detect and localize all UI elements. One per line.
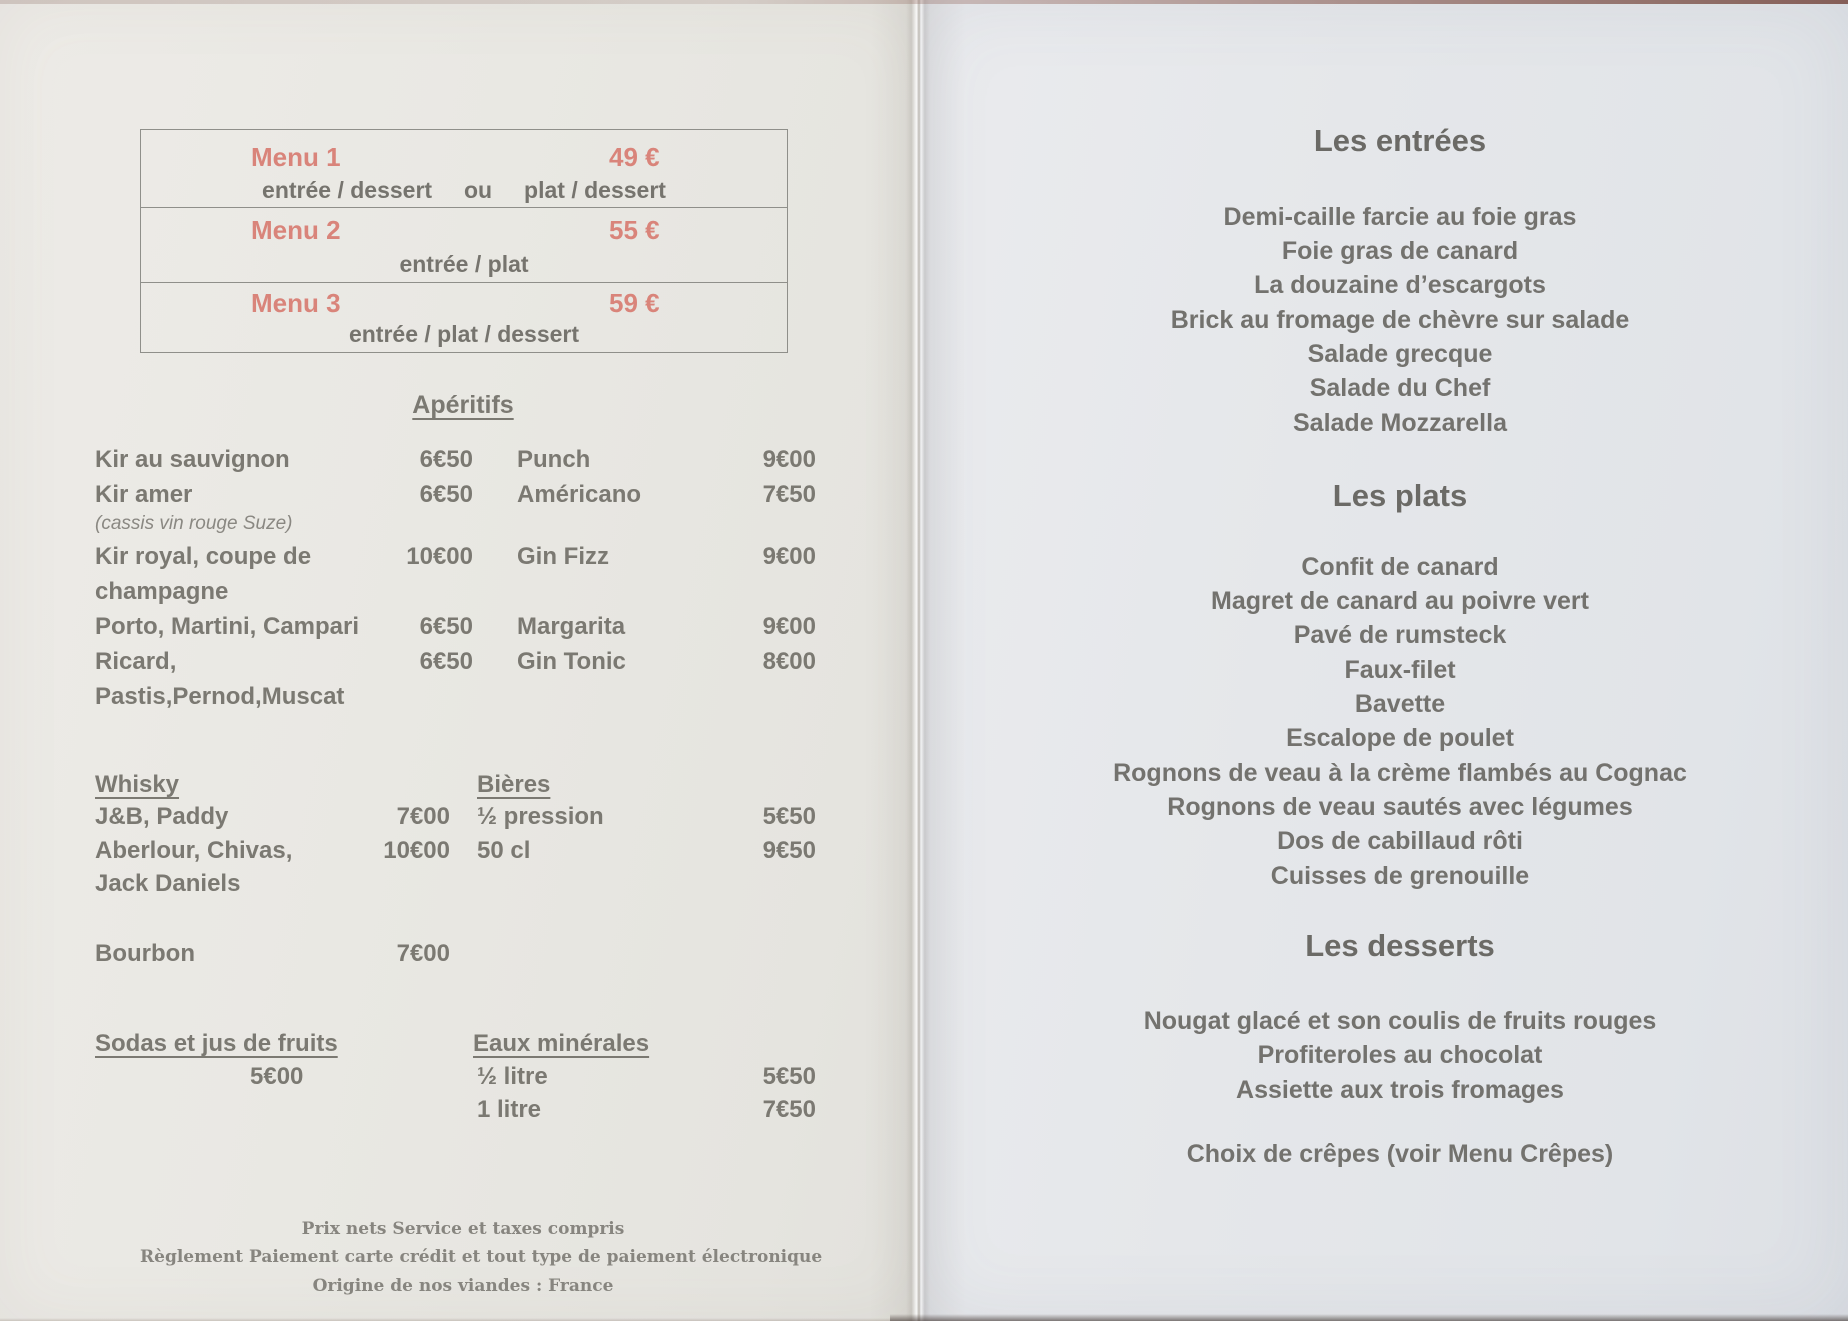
item-name: Aberlour, Chivas, bbox=[95, 837, 293, 864]
dish-item: Confit de canard bbox=[1301, 553, 1499, 581]
dish-item: Demi-caille farcie au foie gras bbox=[1223, 203, 1577, 231]
dish-item: Brick au fromage de chèvre sur salade bbox=[1170, 306, 1630, 334]
item-name: Kir royal, coupe de bbox=[95, 543, 312, 570]
menu-composition: entrée / plat / dessert bbox=[348, 321, 580, 347]
price-row bbox=[0, 648, 920, 680]
dish-item: Salade grecque bbox=[1307, 340, 1493, 368]
menu-price: 59 € bbox=[609, 288, 660, 318]
item-price: 9€00 bbox=[762, 543, 816, 570]
dish-item: Foie gras de canard bbox=[1281, 237, 1519, 265]
item-price: 6€50 bbox=[419, 613, 473, 640]
item-name: Bourbon bbox=[95, 940, 195, 967]
dish-item: Escalope de poulet bbox=[1286, 724, 1514, 752]
footer-note: Prix nets Service et taxes compris bbox=[301, 1219, 625, 1239]
price-row bbox=[0, 481, 920, 513]
item-note: (cassis vin rouge Suze) bbox=[95, 513, 293, 534]
item-price: 6€50 bbox=[419, 648, 473, 675]
item-name: Pastis,Pernod,Muscat bbox=[95, 683, 345, 710]
dish-item: Rognons de veau sautés avec légumes bbox=[1167, 793, 1633, 821]
item-name: Kir au sauvignon bbox=[95, 446, 290, 473]
item-name: Américano bbox=[517, 481, 642, 508]
item-name: Kir amer bbox=[95, 481, 193, 508]
item-price: 5€00 bbox=[250, 1063, 304, 1090]
price-row bbox=[0, 683, 920, 715]
item-name: Gin Tonic bbox=[517, 648, 626, 675]
item-price: 7€50 bbox=[762, 1096, 816, 1123]
dish-item: Assiette aux trois fromages bbox=[1236, 1076, 1564, 1104]
item-price: 8€00 bbox=[762, 648, 816, 675]
item-price: 5€50 bbox=[762, 803, 816, 830]
item-name: ½ litre bbox=[477, 1063, 548, 1090]
dish-item: Bavette bbox=[1354, 690, 1446, 718]
dish-item: Magret de canard au poivre vert bbox=[1211, 587, 1589, 615]
section-heading-sodas: Sodas et jus de fruits bbox=[95, 1030, 338, 1057]
item-name: Margarita bbox=[517, 613, 626, 640]
item-name: Jack Daniels bbox=[95, 870, 241, 897]
menu-formulas-table bbox=[140, 129, 788, 353]
footer-note: Règlement Paiement carte crédit et tout type de paiement électronique bbox=[140, 1247, 823, 1267]
item-price: 9€00 bbox=[762, 613, 816, 640]
item-name: Ricard, bbox=[95, 648, 177, 675]
price-row bbox=[0, 870, 920, 902]
price-row-note bbox=[0, 513, 920, 545]
dish-item: Dos de cabillaud rôti bbox=[1277, 827, 1523, 855]
page-bottom-edge bbox=[890, 1314, 1848, 1321]
menu-composition: entrée / plat bbox=[399, 251, 529, 277]
section-heading-desserts: Les desserts bbox=[1305, 928, 1495, 963]
price-row bbox=[0, 613, 920, 645]
crepes-note: Choix de crêpes (voir Menu Crêpes) bbox=[1186, 1140, 1614, 1168]
dish-item: Nougat glacé et son coulis de fruits rouges bbox=[1143, 1007, 1657, 1035]
item-name: J&B, Paddy bbox=[95, 803, 229, 830]
price-row bbox=[0, 837, 920, 869]
section-heading-plats: Les plats bbox=[1332, 478, 1468, 513]
section-heading-entrees: Les entrées bbox=[1313, 123, 1487, 158]
footer-note: Origine de nos viandes : France bbox=[312, 1276, 614, 1296]
menu-price: 55 € bbox=[609, 215, 660, 245]
dish-item: Pavé de rumsteck bbox=[1293, 621, 1507, 649]
item-price: 9€00 bbox=[762, 446, 816, 473]
item-price: 6€50 bbox=[419, 446, 473, 473]
price-row bbox=[0, 446, 920, 478]
price-row bbox=[0, 578, 920, 610]
item-name: Punch bbox=[517, 446, 591, 473]
dish-item: Salade du Chef bbox=[1309, 374, 1491, 402]
item-price: 9€50 bbox=[762, 837, 816, 864]
price-row bbox=[0, 1096, 920, 1128]
dish-item: La douzaine d’escargots bbox=[1254, 271, 1546, 299]
page-top-edge bbox=[0, 0, 1848, 4]
table-divider bbox=[141, 282, 787, 283]
item-name: 50 cl bbox=[477, 837, 531, 864]
price-row bbox=[0, 1063, 920, 1095]
item-name: ½ pression bbox=[477, 803, 604, 830]
item-name: 1 litre bbox=[477, 1096, 542, 1123]
price-row bbox=[0, 940, 920, 972]
menu-title: Menu 3 bbox=[251, 288, 341, 318]
item-price: 7€00 bbox=[396, 803, 450, 830]
item-price: 6€50 bbox=[419, 481, 473, 508]
item-name: Porto, Martini, Campari bbox=[95, 613, 360, 640]
table-divider bbox=[141, 207, 787, 208]
section-heading-aperitifs: Apéritifs bbox=[412, 391, 514, 419]
item-price: 10€00 bbox=[383, 837, 450, 864]
section-heading-eaux: Eaux minérales bbox=[473, 1030, 650, 1057]
item-price: 10€00 bbox=[406, 543, 473, 570]
dish-item: Cuisses de grenouille bbox=[1270, 862, 1530, 890]
menu-title: Menu 1 bbox=[251, 142, 341, 172]
item-price: 7€50 bbox=[762, 481, 816, 508]
item-price: 5€50 bbox=[762, 1063, 816, 1090]
left-page bbox=[0, 0, 920, 1321]
item-price: 7€00 bbox=[396, 940, 450, 967]
dish-item: Faux-filet bbox=[1344, 656, 1456, 684]
dish-item: Profiteroles au chocolat bbox=[1257, 1041, 1543, 1069]
dish-item: Rognons de veau à la crème flambés au Cognac bbox=[1113, 759, 1687, 787]
menu-composition: entrée / dessert ou plat / dessert bbox=[262, 177, 666, 203]
section-headings-row bbox=[0, 771, 920, 803]
price-row bbox=[0, 803, 920, 835]
item-name: champagne bbox=[95, 578, 229, 605]
price-row bbox=[0, 543, 920, 575]
dish-item: Salade Mozzarella bbox=[1293, 409, 1507, 437]
section-heading-bieres: Bières bbox=[477, 771, 551, 798]
section-heading-whisky: Whisky bbox=[95, 771, 180, 798]
section-headings-row bbox=[0, 1030, 920, 1062]
menu-title: Menu 2 bbox=[251, 215, 341, 245]
item-name: Gin Fizz bbox=[517, 543, 609, 570]
menu-price: 49 € bbox=[609, 142, 660, 172]
